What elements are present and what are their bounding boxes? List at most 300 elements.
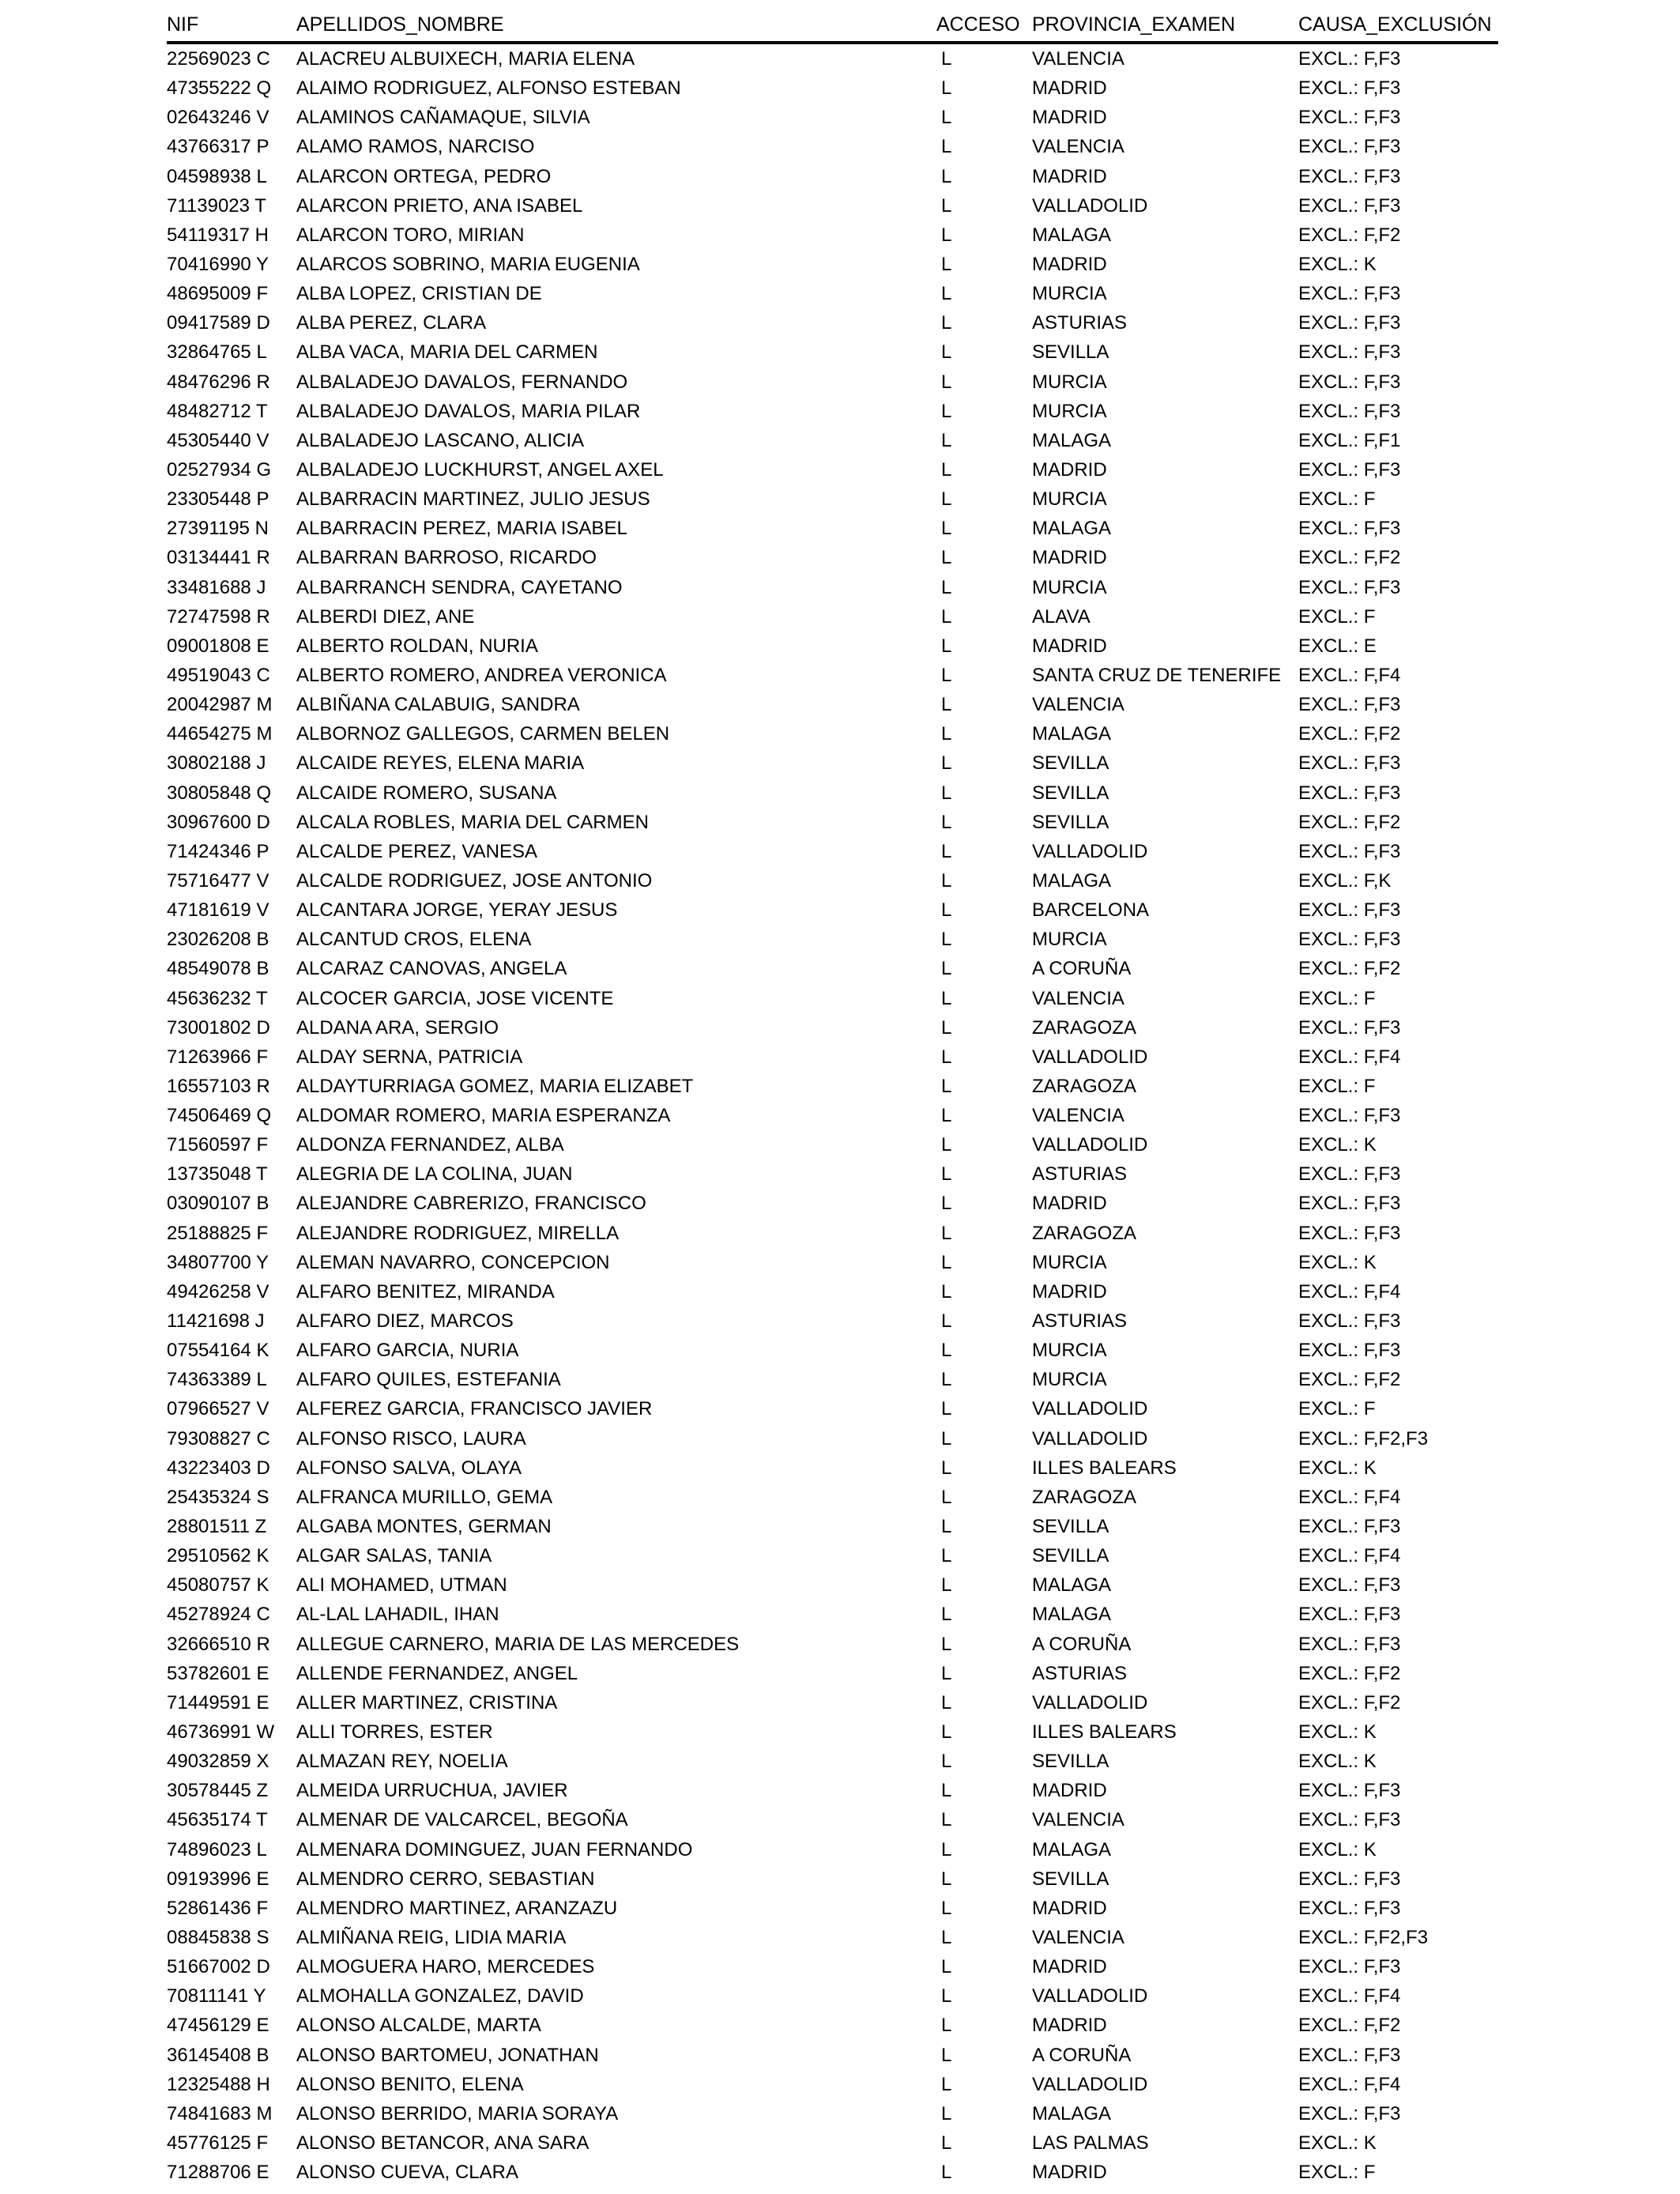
cell-name: ALCAIDE REYES, ELENA MARIA: [296, 752, 585, 775]
cell-nif: 46736991 W: [167, 1721, 275, 1744]
cell-nif: 74363389 L: [167, 1369, 267, 1391]
cell-nif: 36145408 B: [167, 2044, 269, 2066]
cell-causa: EXCL.: F,F4: [1298, 1280, 1401, 1302]
cell-name: ALMEIDA URRUCHUA, JAVIER: [296, 1780, 568, 1802]
cell-nif: 33481688 J: [167, 576, 266, 598]
cell-name: ALMOHALLA GONZALEZ, DAVID: [296, 1985, 584, 2007]
cell-acceso: L: [941, 371, 952, 393]
table-row: [167, 2099, 1498, 2128]
table-row: [167, 1219, 1498, 1248]
cell-nif: 45776125 F: [167, 2132, 269, 2154]
cell-causa: EXCL.: F: [1298, 1075, 1376, 1097]
cell-causa: EXCL.: F,F3: [1298, 1780, 1401, 1802]
cell-causa: EXCL.: F,F3: [1298, 929, 1401, 951]
header-provincia: PROVINCIA_EXAMEN: [1032, 13, 1236, 36]
cell-causa: EXCL.: F,F2: [1298, 1691, 1401, 1713]
cell-causa: EXCL.: F: [1298, 987, 1376, 1009]
table-row: [167, 514, 1498, 543]
cell-causa: EXCL.: F,F3: [1298, 1105, 1401, 1127]
cell-provincia: MURCIA: [1032, 283, 1107, 305]
cell-provincia: VALLADOLID: [1032, 194, 1148, 217]
cell-provincia: SEVILLA: [1032, 1868, 1109, 1890]
cell-provincia: MURCIA: [1032, 488, 1107, 511]
cell-provincia: MADRID: [1032, 107, 1107, 129]
cell-name: AL-LAL LAHADIL, IHAN: [296, 1604, 499, 1626]
cell-name: ALFARO DIEZ, MARCOS: [296, 1310, 514, 1333]
header-causa: CAUSA_EXCLUSIÓN: [1298, 13, 1492, 36]
cell-causa: EXCL.: F,F4: [1298, 2073, 1401, 2095]
cell-name: ALONSO BETANCOR, ANA SARA: [296, 2132, 590, 2154]
cell-nif: 11421698 J: [167, 1310, 265, 1333]
cell-provincia: VALLADOLID: [1032, 1134, 1148, 1156]
table-row: [167, 778, 1498, 808]
cell-provincia: MURCIA: [1032, 1251, 1107, 1273]
table-row: [167, 74, 1498, 103]
cell-name: ALEJANDRE RODRIGUEZ, MIRELLA: [296, 1222, 620, 1244]
cell-provincia: VALLADOLID: [1032, 1427, 1148, 1449]
table-row: [167, 1424, 1498, 1453]
cell-acceso: L: [941, 107, 952, 129]
cell-causa: EXCL.: F,F2: [1298, 1369, 1401, 1391]
cell-causa: EXCL.: F,F2: [1298, 811, 1401, 833]
table-row: [167, 1776, 1498, 1805]
cell-nif: 32666510 R: [167, 1633, 270, 1655]
cell-provincia: A CORUÑA: [1032, 2044, 1132, 2066]
cell-nif: 12325488 H: [167, 2073, 270, 2095]
cell-nif: 13735048 T: [167, 1163, 268, 1186]
cell-provincia: VALLADOLID: [1032, 1985, 1148, 2007]
cell-causa: EXCL.: F,F3: [1298, 341, 1401, 364]
cell-name: ALONSO CUEVA, CLARA: [296, 2162, 518, 2184]
cell-causa: EXCL.: F,F3: [1298, 899, 1401, 922]
table-row: [167, 1894, 1498, 1923]
cell-nif: 48695009 F: [167, 283, 269, 305]
table-row: [167, 132, 1498, 161]
table-row: [167, 1981, 1498, 2011]
cell-provincia: VALENCIA: [1032, 987, 1124, 1009]
table-row: [167, 1042, 1498, 1072]
cell-nif: 45278924 C: [167, 1604, 270, 1626]
cell-name: ALGABA MONTES, GERMAN: [296, 1516, 552, 1538]
cell-acceso: L: [941, 1016, 952, 1039]
cell-nif: 72747598 R: [167, 605, 270, 628]
cell-acceso: L: [941, 2162, 952, 2184]
cell-acceso: L: [941, 1691, 952, 1713]
table-header: [167, 8, 1498, 44]
cell-causa: EXCL.: F,F4: [1298, 1486, 1401, 1508]
cell-provincia: MADRID: [1032, 635, 1107, 657]
cell-acceso: L: [941, 723, 952, 745]
cell-nif: 74896023 L: [167, 1838, 267, 1860]
cell-causa: EXCL.: F,F3: [1298, 1016, 1401, 1039]
cell-causa: EXCL.: F,F3: [1298, 518, 1401, 540]
cell-name: ALI MOHAMED, UTMAN: [296, 1574, 507, 1596]
cell-causa: EXCL.: K: [1298, 1134, 1377, 1156]
header-name: APELLIDOS_NOMBRE: [296, 13, 504, 36]
table-row: [167, 1541, 1498, 1570]
cell-name: ALMENARA DOMINGUEZ, JUAN FERNANDO: [296, 1838, 693, 1860]
cell-causa: EXCL.: F,F3: [1298, 694, 1401, 716]
cell-acceso: L: [941, 1369, 952, 1391]
cell-provincia: SANTA CRUZ DE TENERIFE: [1032, 664, 1282, 686]
cell-acceso: L: [941, 2073, 952, 2095]
cell-acceso: L: [941, 1604, 952, 1626]
table-row: [167, 1394, 1498, 1423]
cell-acceso: L: [941, 1633, 952, 1655]
cell-acceso: L: [941, 312, 952, 334]
cell-nif: 47181619 V: [167, 899, 269, 922]
table-row: [167, 1864, 1498, 1894]
cell-provincia: ASTURIAS: [1032, 1163, 1128, 1186]
cell-acceso: L: [941, 1163, 952, 1186]
cell-nif: 51667002 D: [167, 1956, 270, 1978]
cell-causa: EXCL.: F,F4: [1298, 1545, 1401, 1567]
cell-nif: 09001808 E: [167, 635, 269, 657]
cell-causa: EXCL.: F,F3: [1298, 840, 1401, 862]
cell-provincia: MADRID: [1032, 458, 1107, 481]
table-row: [167, 1512, 1498, 1541]
cell-name: ALEJANDRE CABRERIZO, FRANCISCO: [296, 1193, 646, 1215]
table-row: [167, 1630, 1498, 1659]
table-row: [167, 690, 1498, 719]
table-row: [167, 631, 1498, 661]
cell-name: ALBERTO ROMERO, ANDREA VERONICA: [296, 664, 667, 686]
cell-provincia: MURCIA: [1032, 400, 1107, 422]
cell-name: ALBALADEJO DAVALOS, FERNANDO: [296, 371, 628, 393]
cell-acceso: L: [941, 1516, 952, 1538]
cell-nif: 52861436 F: [167, 1897, 269, 1919]
cell-causa: EXCL.: K: [1298, 1457, 1377, 1479]
cell-acceso: L: [941, 1780, 952, 1802]
cell-nif: 70811141 Y: [167, 1985, 266, 2007]
cell-acceso: L: [941, 1398, 952, 1420]
cell-nif: 30967600 D: [167, 811, 270, 833]
cell-acceso: L: [941, 1574, 952, 1596]
cell-causa: EXCL.: F,F4: [1298, 1046, 1401, 1068]
cell-name: ALCARAZ CANOVAS, ANGELA: [296, 958, 567, 980]
table-row: [167, 984, 1498, 1013]
cell-acceso: L: [941, 752, 952, 775]
cell-acceso: L: [941, 1721, 952, 1744]
cell-nif: 27391195 N: [167, 518, 269, 540]
cell-provincia: SEVILLA: [1032, 1516, 1109, 1538]
cell-provincia: MADRID: [1032, 1193, 1107, 1215]
cell-provincia: MADRID: [1032, 547, 1107, 569]
cell-acceso: L: [941, 283, 952, 305]
cell-acceso: L: [941, 1427, 952, 1449]
cell-acceso: L: [941, 458, 952, 481]
cell-nif: 47355222 Q: [167, 77, 272, 100]
cell-nif: 74506469 Q: [167, 1105, 272, 1127]
cell-acceso: L: [941, 811, 952, 833]
cell-causa: EXCL.: F,F3: [1298, 1574, 1401, 1596]
table-row: [167, 954, 1498, 983]
cell-causa: EXCL.: F,F1: [1298, 429, 1401, 451]
cell-acceso: L: [941, 1105, 952, 1127]
cell-provincia: SEVILLA: [1032, 341, 1109, 364]
cell-name: ALMOGUERA HARO, MERCEDES: [296, 1956, 595, 1978]
cell-nif: 20042987 M: [167, 694, 273, 716]
table-row: [167, 2070, 1498, 2099]
cell-nif: 23305448 P: [167, 488, 269, 511]
cell-nif: 30805848 Q: [167, 782, 272, 804]
cell-provincia: MURCIA: [1032, 371, 1107, 393]
cell-acceso: L: [941, 2044, 952, 2066]
cell-acceso: L: [941, 1956, 952, 1978]
cell-provincia: MALAGA: [1032, 1838, 1112, 1860]
cell-provincia: VALLADOLID: [1032, 840, 1148, 862]
cell-name: ALMENAR DE VALCARCEL, BEGOÑA: [296, 1809, 628, 1831]
cell-nif: 71139023 T: [167, 194, 266, 217]
cell-nif: 48549078 B: [167, 958, 269, 980]
cell-name: ALAMO RAMOS, NARCISO: [296, 136, 535, 158]
cell-nif: 48476296 R: [167, 371, 270, 393]
cell-acceso: L: [941, 547, 952, 569]
cell-provincia: ASTURIAS: [1032, 1662, 1128, 1684]
cell-name: ALARCON TORO, MIRIAN: [296, 224, 525, 246]
cell-causa: EXCL.: F,F3: [1298, 1897, 1401, 1919]
cell-nif: 45635174 T: [167, 1809, 268, 1831]
cell-acceso: L: [941, 1251, 952, 1273]
cell-nif: 04598938 L: [167, 165, 267, 187]
cell-acceso: L: [941, 1662, 952, 1684]
cell-nif: 22569023 C: [167, 48, 270, 70]
cell-nif: 25435324 S: [167, 1486, 269, 1508]
cell-causa: EXCL.: F,F3: [1298, 165, 1401, 187]
cell-name: ALBA VACA, MARIA DEL CARMEN: [296, 341, 598, 364]
cell-name: ALBARRACIN MARTINEZ, JULIO JESUS: [296, 488, 650, 511]
cell-name: ALFONSO RISCO, LAURA: [296, 1427, 526, 1449]
cell-name: ALBALADEJO DAVALOS, MARIA PILAR: [296, 400, 641, 422]
cell-acceso: L: [941, 1809, 952, 1831]
cell-nif: 43766317 P: [167, 136, 269, 158]
table-row: [167, 250, 1498, 279]
cell-nif: 34807700 Y: [167, 1251, 269, 1273]
cell-name: ALCANTARA JORGE, YERAY JESUS: [296, 899, 618, 922]
cell-acceso: L: [941, 782, 952, 804]
table-row: [167, 1483, 1498, 1512]
cell-acceso: L: [941, 958, 952, 980]
cell-acceso: L: [941, 194, 952, 217]
cell-name: ALCALA ROBLES, MARIA DEL CARMEN: [296, 811, 649, 833]
cell-provincia: MADRID: [1032, 1780, 1107, 1802]
cell-nif: 48482712 T: [167, 400, 268, 422]
cell-nif: 16557103 R: [167, 1075, 270, 1097]
table-row: [167, 221, 1498, 250]
cell-name: ALBIÑANA CALABUIG, SANDRA: [296, 694, 580, 716]
cell-provincia: SEVILLA: [1032, 1545, 1109, 1567]
table-row: [167, 1365, 1498, 1394]
cell-acceso: L: [941, 518, 952, 540]
cell-causa: EXCL.: F,F2: [1298, 2015, 1401, 2037]
cell-provincia: ILLES BALEARS: [1032, 1457, 1177, 1479]
cell-name: ALBA PEREZ, CLARA: [296, 312, 487, 334]
cell-provincia: MALAGA: [1032, 2102, 1112, 2124]
table-row: [167, 1159, 1498, 1189]
cell-name: ALMENDRO CERRO, SEBASTIAN: [296, 1868, 595, 1890]
header-acceso: ACCESO: [936, 13, 1020, 36]
cell-causa: EXCL.: F,F3: [1298, 1310, 1401, 1333]
cell-nif: 44654275 M: [167, 723, 273, 745]
cell-provincia: SEVILLA: [1032, 811, 1109, 833]
cell-name: ALBERDI DIEZ, ANE: [296, 605, 475, 628]
cell-provincia: VALLADOLID: [1032, 2073, 1148, 2095]
cell-nif: 23026208 B: [167, 929, 269, 951]
table-row: [167, 368, 1498, 397]
cell-causa: EXCL.: F,F3: [1298, 312, 1401, 334]
cell-name: ALLER MARTINEZ, CRISTINA: [296, 1691, 558, 1713]
cell-provincia: MADRID: [1032, 1956, 1107, 1978]
cell-name: ALBALADEJO LUCKHURST, ANGEL AXEL: [296, 458, 664, 481]
cell-acceso: L: [941, 899, 952, 922]
cell-nif: 75716477 V: [167, 869, 269, 892]
cell-causa: EXCL.: F,F3: [1298, 458, 1401, 481]
cell-nif: 09193996 E: [167, 1868, 269, 1890]
cell-name: ALFARO BENITEZ, MIRANDA: [296, 1280, 555, 1302]
table-row: [167, 337, 1498, 367]
table-row: [167, 103, 1498, 132]
cell-name: ALBARRACIN PEREZ, MARIA ISABEL: [296, 518, 627, 540]
cell-name: ALMIÑANA REIG, LIDIA MARIA: [296, 1927, 567, 1948]
table-row: [167, 661, 1498, 690]
table-row: [167, 543, 1498, 572]
cell-nif: 30802188 J: [167, 752, 266, 775]
cell-causa: EXCL.: F: [1298, 488, 1376, 511]
cell-provincia: A CORUÑA: [1032, 1633, 1132, 1655]
cell-provincia: MALAGA: [1032, 1604, 1112, 1626]
table-row: [167, 925, 1498, 954]
cell-acceso: L: [941, 929, 952, 951]
cell-acceso: L: [941, 1075, 952, 1097]
cell-causa: EXCL.: F,F3: [1298, 576, 1401, 598]
cell-name: ALCALDE RODRIGUEZ, JOSE ANTONIO: [296, 869, 653, 892]
cell-causa: EXCL.: F,F3: [1298, 1604, 1401, 1626]
cell-nif: 71449591 E: [167, 1691, 269, 1713]
cell-nif: 45636232 T: [167, 987, 268, 1009]
cell-name: ALONSO BERRIDO, MARIA SORAYA: [296, 2102, 619, 2124]
cell-causa: EXCL.: F,F3: [1298, 1809, 1401, 1831]
cell-name: ALONSO BARTOMEU, JONATHAN: [296, 2044, 599, 2066]
table-row: [167, 2158, 1498, 2187]
cell-name: ALMAZAN REY, NOELIA: [296, 1751, 508, 1773]
cell-acceso: L: [941, 48, 952, 70]
cell-acceso: L: [941, 1457, 952, 1479]
cell-nif: 71560597 F: [167, 1134, 269, 1156]
table-row: [167, 837, 1498, 866]
cell-name: ALDOMAR ROMERO, MARIA ESPERANZA: [296, 1105, 671, 1127]
cell-causa: EXCL.: F,K: [1298, 869, 1392, 892]
cell-name: ALCANTUD CROS, ELENA: [296, 929, 532, 951]
cell-causa: EXCL.: F,F2: [1298, 547, 1401, 569]
cell-nif: 43223403 D: [167, 1457, 270, 1479]
cell-acceso: L: [941, 1280, 952, 1302]
cell-causa: EXCL.: F,F3: [1298, 782, 1401, 804]
cell-nif: 47456129 E: [167, 2015, 269, 2037]
cell-provincia: ZARAGOZA: [1032, 1486, 1137, 1508]
cell-name: ALDAYTURRIAGA GOMEZ, MARIA ELIZABET: [296, 1075, 694, 1097]
table-row: [167, 1835, 1498, 1864]
cell-nif: 70416990 Y: [167, 253, 269, 275]
cell-acceso: L: [941, 136, 952, 158]
table-row: [167, 1189, 1498, 1218]
cell-causa: EXCL.: F: [1298, 1398, 1376, 1420]
table-row: [167, 1248, 1498, 1277]
table-row: [167, 1747, 1498, 1776]
table-row: [167, 1072, 1498, 1101]
cell-acceso: L: [941, 1193, 952, 1215]
cell-name: ALGAR SALAS, TANIA: [296, 1545, 492, 1567]
table-row: [167, 44, 1498, 74]
cell-provincia: VALENCIA: [1032, 1105, 1124, 1127]
cell-acceso: L: [941, 1985, 952, 2007]
cell-nif: 79308827 C: [167, 1427, 270, 1449]
cell-causa: EXCL.: F,F3: [1298, 107, 1401, 129]
table-row: [167, 573, 1498, 602]
cell-nif: 54119317 H: [167, 224, 269, 246]
cell-acceso: L: [941, 1838, 952, 1860]
cell-acceso: L: [941, 224, 952, 246]
cell-provincia: MADRID: [1032, 165, 1107, 187]
table-row: [167, 162, 1498, 191]
cell-acceso: L: [941, 253, 952, 275]
cell-causa: EXCL.: F,F3: [1298, 371, 1401, 393]
cell-nif: 71263966 F: [167, 1046, 269, 1068]
table-body: [167, 44, 1498, 2187]
table-row: [167, 1688, 1498, 1717]
table-row: [167, 866, 1498, 895]
cell-acceso: L: [941, 165, 952, 187]
table-row: [167, 1306, 1498, 1336]
cell-causa: EXCL.: F,F4: [1298, 1985, 1401, 2007]
table-row: [167, 484, 1498, 514]
cell-nif: 09417589 D: [167, 312, 270, 334]
table-row: [167, 397, 1498, 426]
table-row: [167, 1717, 1498, 1747]
cell-acceso: L: [941, 576, 952, 598]
cell-acceso: L: [941, 1868, 952, 1890]
cell-acceso: L: [941, 2132, 952, 2154]
cell-causa: EXCL.: F,F3: [1298, 283, 1401, 305]
cell-name: ALFEREZ GARCIA, FRANCISCO JAVIER: [296, 1398, 653, 1420]
cell-nif: 02527934 G: [167, 458, 272, 481]
cell-name: ALFARO GARCIA, NURIA: [296, 1340, 519, 1362]
cell-name: ALFONSO SALVA, OLAYA: [296, 1457, 522, 1479]
cell-acceso: L: [941, 869, 952, 892]
cell-causa: EXCL.: F,F2,F3: [1298, 1427, 1429, 1449]
table-row: [167, 455, 1498, 484]
cell-provincia: MALAGA: [1032, 429, 1112, 451]
cell-nif: 45080757 K: [167, 1574, 269, 1596]
cell-name: ALEMAN NAVARRO, CONCEPCION: [296, 1251, 610, 1273]
cell-provincia: MADRID: [1032, 77, 1107, 100]
cell-acceso: L: [941, 1134, 952, 1156]
cell-name: ALFARO QUILES, ESTEFANIA: [296, 1369, 561, 1391]
cell-provincia: MURCIA: [1032, 1340, 1107, 1362]
cell-causa: EXCL.: F,F2,F3: [1298, 1927, 1429, 1948]
cell-causa: EXCL.: F,F2: [1298, 1662, 1401, 1684]
cell-acceso: L: [941, 2102, 952, 2124]
cell-nif: 08845838 S: [167, 1927, 269, 1948]
cell-provincia: VALLADOLID: [1032, 1398, 1148, 1420]
cell-nif: 30578445 Z: [167, 1780, 269, 1802]
table-row: [167, 1453, 1498, 1483]
cell-provincia: MADRID: [1032, 1897, 1107, 1919]
cell-provincia: VALLADOLID: [1032, 1046, 1148, 1068]
cell-nif: 49519043 C: [167, 664, 270, 686]
cell-name: ALARCOS SOBRINO, MARIA EUGENIA: [296, 253, 640, 275]
cell-acceso: L: [941, 1927, 952, 1948]
table-row: [167, 1570, 1498, 1600]
